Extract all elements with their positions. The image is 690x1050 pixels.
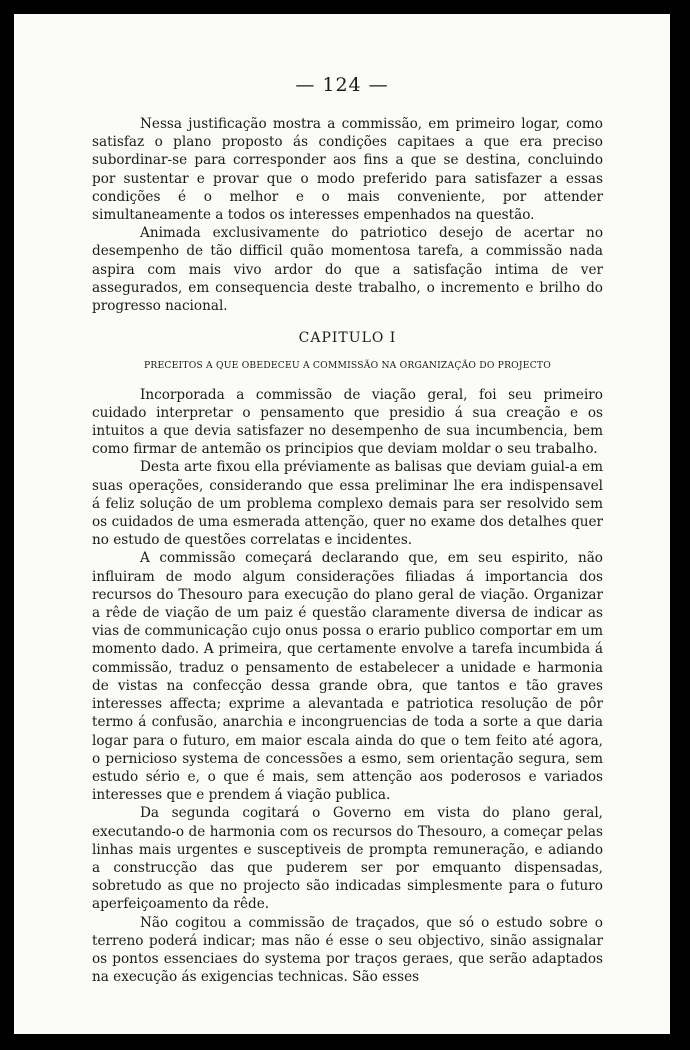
chapter-subtitle: PRECEITOS A QUE OBEDECEU A COMMISSÃO NA ORGANIZAÇÃO DO PROJECTO bbox=[144, 360, 551, 372]
chapter-paragraph: Da segunda cogitará o Governo em vista do plano geral, executando-o de harmonia com os recursos do Thesouro, a começar pelas linhas mais urgentes e susceptiveis de prompta remuneração, e adiando a construcção das que puderem ser por emquanto dispensadas, sobretudo as que no projecto são indicadas simplesmente para o futuro aperfeiçoamento da rêde. bbox=[92, 805, 603, 913]
chapter-paragraph: Desta arte fixou ella préviamente as balisas que deviam guial-a em suas operações, considerando que essa preliminar lhe era indispensavel á feliz solução de um problema complexo demais para ser resolvido sem os cuidados de uma esmerada attenção, quer no exame dos detalhes quer no estudo de questões correlatas e incidentes. bbox=[92, 459, 603, 549]
chapter-paragraph: Não cogitou a commissão de traçados, que só o estudo sobre o terreno poderá indicar; mas não é esse o seu objectivo, sinão assignalar os pontos essenciaes do systema por traços geraes, que serão adaptados na execução ás exigencias technicas. São esses bbox=[92, 914, 603, 986]
chapter-paragraph: A commissão começará declarando que, em seu espirito, não influiram de modo algum considerações filiadas á importancia dos recursos do Thesouro para execução do plano geral de viação. Organizar a rêde de viação de um paiz é questão claramente diversa de indicar as vias de communicação cujo onus possa o erario publico comportar em um momento dado. A primeira, que certamente envolve a tarefa incumbida á commissão, traduz o pensamento de estabelecer a unidade e harmonia de vistas na confecção dessa grande obra, que tantos e tão graves interesses affecta; exprime a alevantada e patriotica resolução de pôr termo á confusão, anarchia e incongruencias de toda a sorte a que daria logar para o futuro, em maior escala ainda do que o tem feito até agora, o pernicioso systema de concessões a esmo, sem orientação segura, sem estudo sério e, o que é mais, sem attenção aos poderosos e variados interesses que e prendem á viação publica. bbox=[92, 550, 603, 804]
intro-paragraph: Animada exclusivamente do patriotico desejo de acertar no desempenho de tão difficil quão momentosa tarefa, a commissão nada aspira com mais vivo ardor do que a satisfação intima de ver assegurados, em consequencia deste trabalho, o incremento e brilho do progresso nacional. bbox=[92, 225, 603, 315]
intro-paragraph: Nessa justificação mostra a commissão, em primeiro logar, como satisfaz o plano proposto ás condições capitaes a que era preciso subordinar-se para corresponder aos fins a que se destina, concluindo por sustentar e provar que o modo preferido para satisfazer a essas condições é o melhor e o mais conveniente, por attender simultaneamente a todos os interesses empenhados na questão. bbox=[92, 116, 603, 224]
chapter-paragraph: Incorporada a commissão de viação geral, foi seu primeiro cuidado interpretar o pensamento que presidio á sua creação e os intuitos a que devia satisfazer no desempenho de sua incumbencia, bem como firmar de antemão os principios que deviam moldar o seu trabalho. bbox=[92, 386, 603, 458]
chapter-title: CAPITULO I bbox=[298, 330, 397, 347]
document-page bbox=[14, 14, 670, 1034]
body-text bbox=[92, 115, 603, 986]
page-number: — 124 — bbox=[295, 74, 389, 96]
